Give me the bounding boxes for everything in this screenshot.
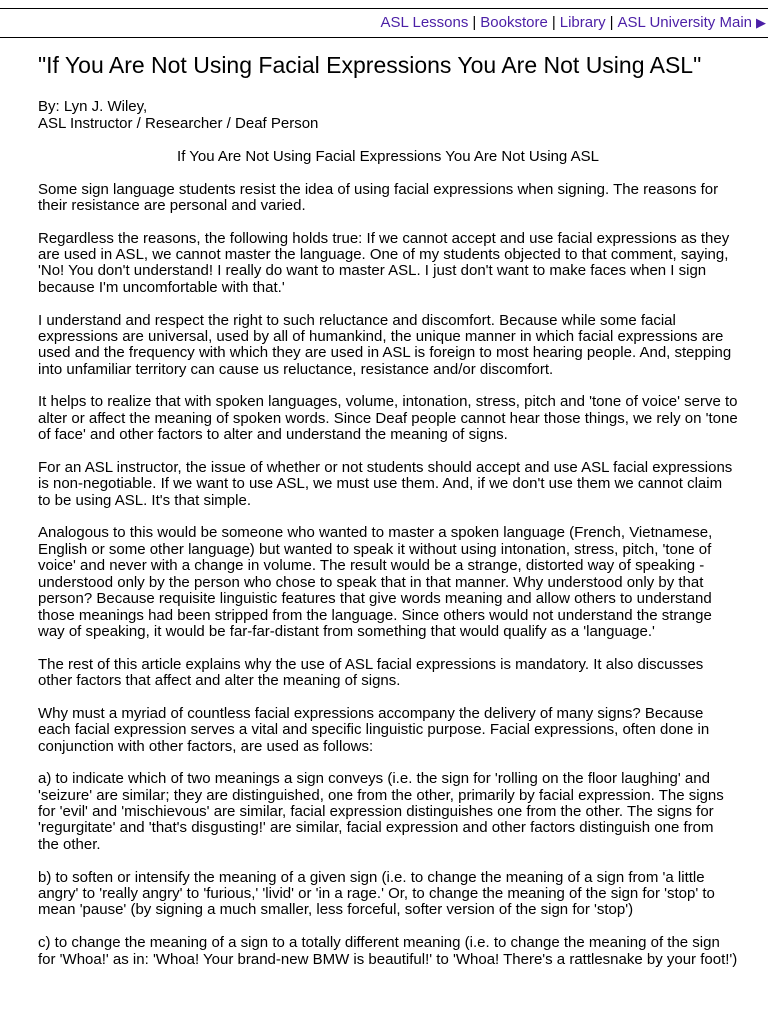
nav-link-asl-university-main[interactable]: ASL University Main (617, 14, 752, 31)
nav-separator: | (551, 14, 556, 31)
nav-separator: | (609, 14, 614, 31)
article-paragraph: Why must a myriad of countless facial expressions accompany the delivery of many signs? Because each facial expression serves a vital and specific linguistic purpose. Facial expressions, often done in conjunction with other factors, are used as follows: (38, 704, 710, 755)
article-content (38, 50, 738, 984)
article-paragraph: The rest of this article explains why the use of ASL facial expressions is mandatory. It also discusses other factors that affect and alter the meaning of signs. (38, 655, 704, 690)
article-paragraph: It helps to realize that with spoken languages, volume, intonation, stress, pitch and 'tone of voice' serve to alter or affect the meaning of spoken words. Since Deaf people cannot hear those things, we rely on 'tone of face' and other factors to alter and understand the meaning of signs. (38, 393, 738, 444)
article-paragraph: I understand and respect the right to such reluctance and discomfort. Because while some facial expressions are universal, used by all of humankind, the unique manner in which facial expressions are used and the frequency with which they are used in ASL is foreign to most hearing people. And, stepping into unfamiliar territory can cause us reluctance, resistance and/or discomfort. (38, 311, 732, 378)
nav-link-asl-lessons[interactable]: ASL Lessons (380, 14, 469, 31)
top-navigation (0, 8, 768, 38)
article-paragraph: c) to change the meaning of a sign to a totally different meaning (i.e. to change the meaning of the sign for 'Whoa!' as in: 'Whoa! Your brand-new BMW is beautiful!' to 'Whoa! There's a rattlesnake by your foot!') (38, 934, 738, 968)
article-paragraph: b) to soften or intensify the meaning of a given sign (i.e. to change the meaning of a sign from 'a little angry' to 'really angry' to 'furious,' 'livid' or 'in a rage.' Or, to change the meaning of the sign for 'stop' to mean 'pause' (by signing a much smaller, less forceful, softer version of the sign for 'stop') (38, 868, 715, 919)
byline (38, 99, 738, 132)
nav-link-bookstore[interactable]: Bookstore (480, 14, 548, 31)
nav-separator: | (472, 14, 477, 31)
article-title: "If You Are Not Using Facial Expressions You Are Not Using ASL" (38, 52, 702, 78)
byline-role: ASL Instructor / Researcher / Deaf Person (38, 114, 319, 132)
article-subtitle: If You Are Not Using Facial Expressions You Are Not Using ASL (177, 148, 599, 165)
article-paragraph: Some sign language students resist the idea of using facial expressions when signing. The reasons for their resistance are personal and varied. (38, 180, 719, 214)
article-paragraph: a) to indicate which of two meanings a sign conveys (i.e. the sign for 'rolling on the floor laughing' and 'seizure' are similar; they are distinguished, one from the other, primarily by facial expression. The signs for 'evil' and 'mischievous' are similar, facial expression distinguishes one from the other. The signs for 'regurgitate' and 'that's disgusting!' are similar, facial expression and other factors distinguish one from the other. (38, 770, 724, 853)
article-paragraph: Regardless the reasons, the following holds true: If we cannot accept and use facial expressions as they are used in ASL, we cannot master the language. One of my students objected to that comment, saying, 'No! You don't understand! I really do want to master ASL. I just don't want to make faces when I sign because I'm uncomfortable with that.' (38, 229, 730, 296)
nav-link-library[interactable]: Library (559, 14, 606, 31)
article-paragraph: Analogous to this would be someone who wanted to master a spoken language (French, Vietnamese, English or some other language) but wanted to speak it without using intonation, stress, pitch, 'tone of voice' and never with a change in volume. The result would be a strange, distorted way of speaking - understood only by the person who chose to speak that in that manner. Why understood only by that person? Because requisite linguistic features that give words meaning and allow others to understand those meanings had been stripped from the language. Since others would not understand the strange way of speaking, it would be far-far-distant from something that would qualify as a 'language.' (38, 524, 713, 640)
byline-author: By: Lyn J. Wiley, (38, 98, 148, 115)
triangle-right-icon[interactable]: ▶ (756, 15, 766, 30)
article-paragraph: For an ASL instructor, the issue of whether or not students should accept and use ASL facial expressions is non-negotiable. If we want to use ASL, we must use them. And, if we don't use them we cannot claim to be using ASL. It's that simple. (38, 458, 733, 509)
